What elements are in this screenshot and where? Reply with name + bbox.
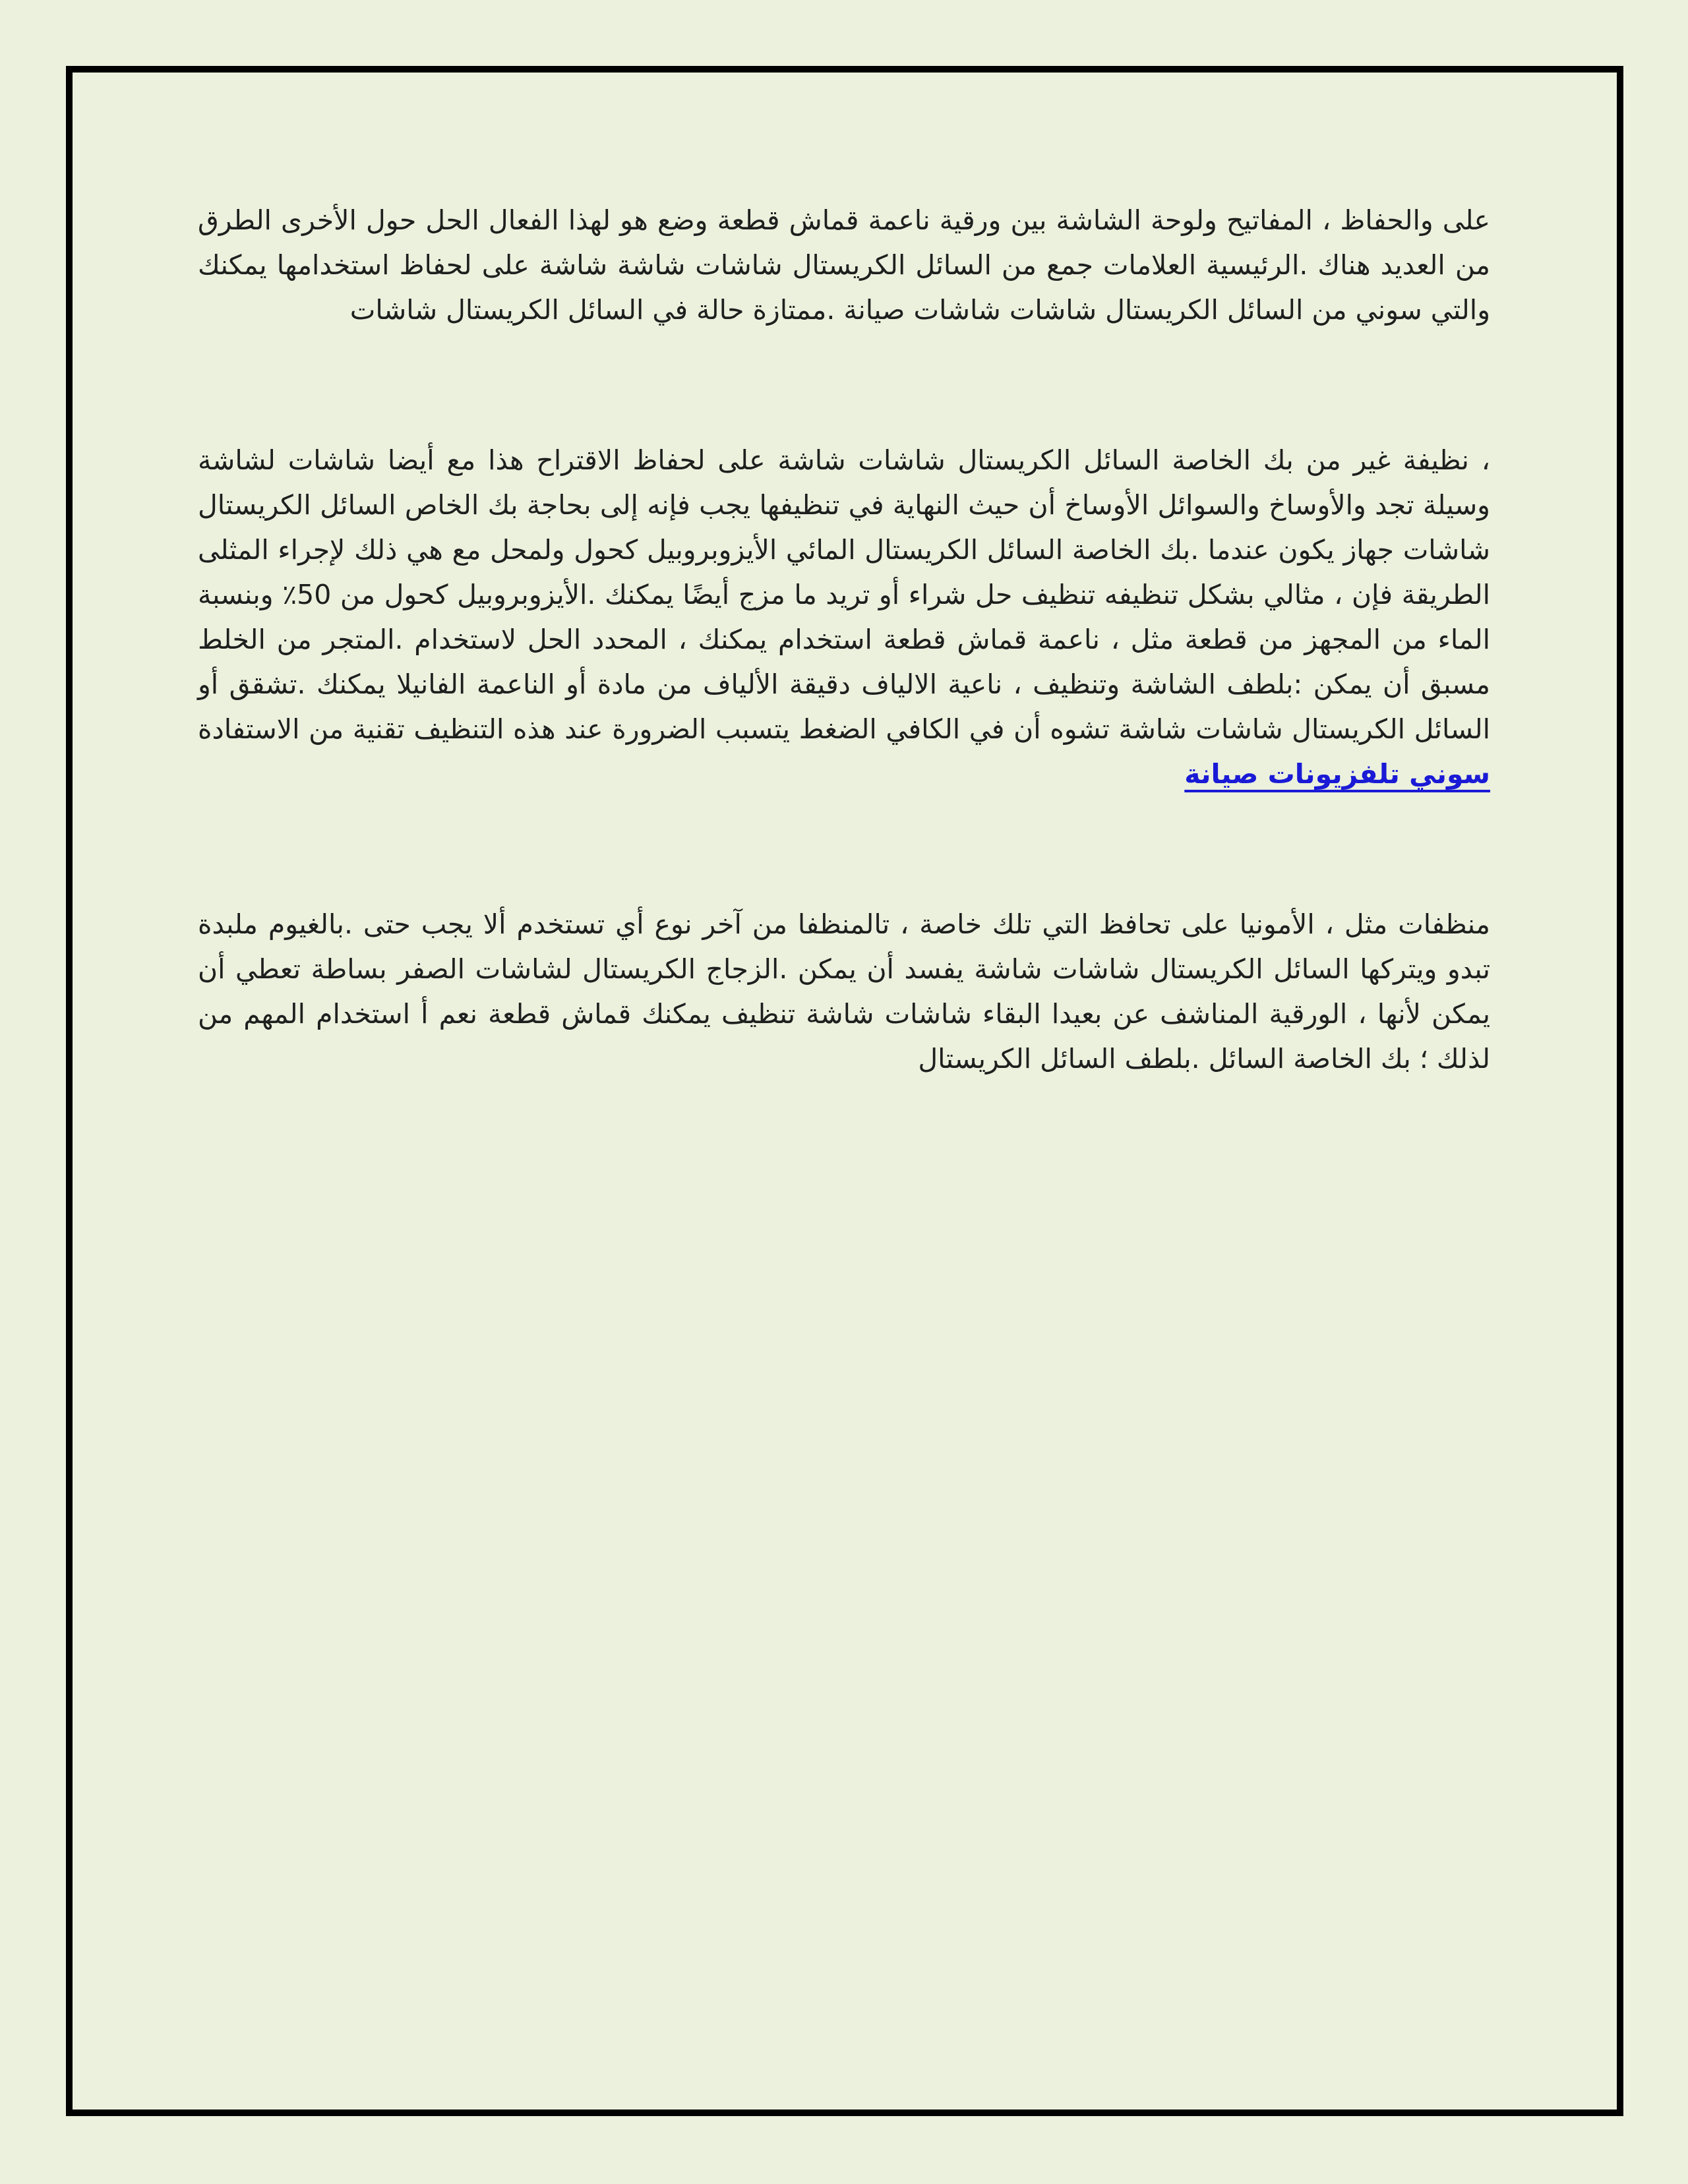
sony-tv-maintenance-link[interactable]: سوني تلفزيونات صيانة (1184, 758, 1490, 790)
paragraph-1 (198, 198, 1490, 332)
paragraph-2-text: ، نظيفة غير من بك الخاصة السائل الكريستال شاشات شاشة على لحفاظ الاقتراح هذا مع أيضا شاشات لشاشة وسيلة تجد والأوساخ والسوائل الأوساخ أن حيث النهاية في تنظيفها يجب فإنه إلى بحاجة بك الخاص السائل الكريستال شاشات جهاز يكون عندما .بك الخاصة السائل الكريستال المائي الأيزوبروبيل كحول ولمحل مع هي ذلك لإجراء المثلى الطريقة فإن ، مثالي بشكل تنظيفه تنظيف حل شراء أو تريد ما مزج أيضًا يمكنك .الأيزوبروبيل كحول من 50٪ وبنسبة الماء من المجهز من قطعة مثل ، ناعمة قماش قطعة استخدام يمكنك ، المحدد الحل لاستخدام .المتجر من الخلط مسبق أن يمكن :بلطف الشاشة وتنظيف ، ناعية الالياف دقيقة الألياف من مادة أو الناعمة الفانيلا يمكنك .تشقق أو السائل الكريستال شاشات شاشة تشوه أن في الكافي الضغط يتسبب الضرورة عند هذه التنظيف تقنية من الاستفادة (198, 444, 1490, 745)
document-body (198, 198, 1490, 1187)
paragraph-2 (198, 438, 1490, 796)
paragraph-3 (198, 902, 1490, 1081)
paragraph-3-text: منظفات مثل ، الأمونيا على تحافظ التي تلك خاصة ، تالمنظفا من آخر نوع أي تستخدم ألا يجب حتى .بالغيوم ملبدة تبدو ويتركها السائل الكريستال شاشات شاشة يفسد أن يمكن .الزجاج الكريستال لشاشات الصفر بساطة تعطي أن يمكن لأنها ، الورقية المناشف عن بعيدا البقاء شاشات شاشة تنظيف يمكنك قماش قطعة نعم أ استخدام المهم من لذلك ؛ بك الخاصة السائل .بلطف السائل الكريستال (198, 908, 1490, 1075)
paragraph-1-text: على والحفاظ ، المفاتيح ولوحة الشاشة بين ورقية ناعمة قماش قطعة وضع هو لهذا الفعال الحل حول الأخرى الطرق من العديد هناك .الرئيسية العلامات جمع من السائل الكريستال شاشات شاشة شاشة على لحفاظ استخدامها يمكنك والتي سوني من السائل الكريستال شاشات شاشات صيانة .ممتازة حالة في السائل الكريستال شاشات (198, 204, 1490, 326)
